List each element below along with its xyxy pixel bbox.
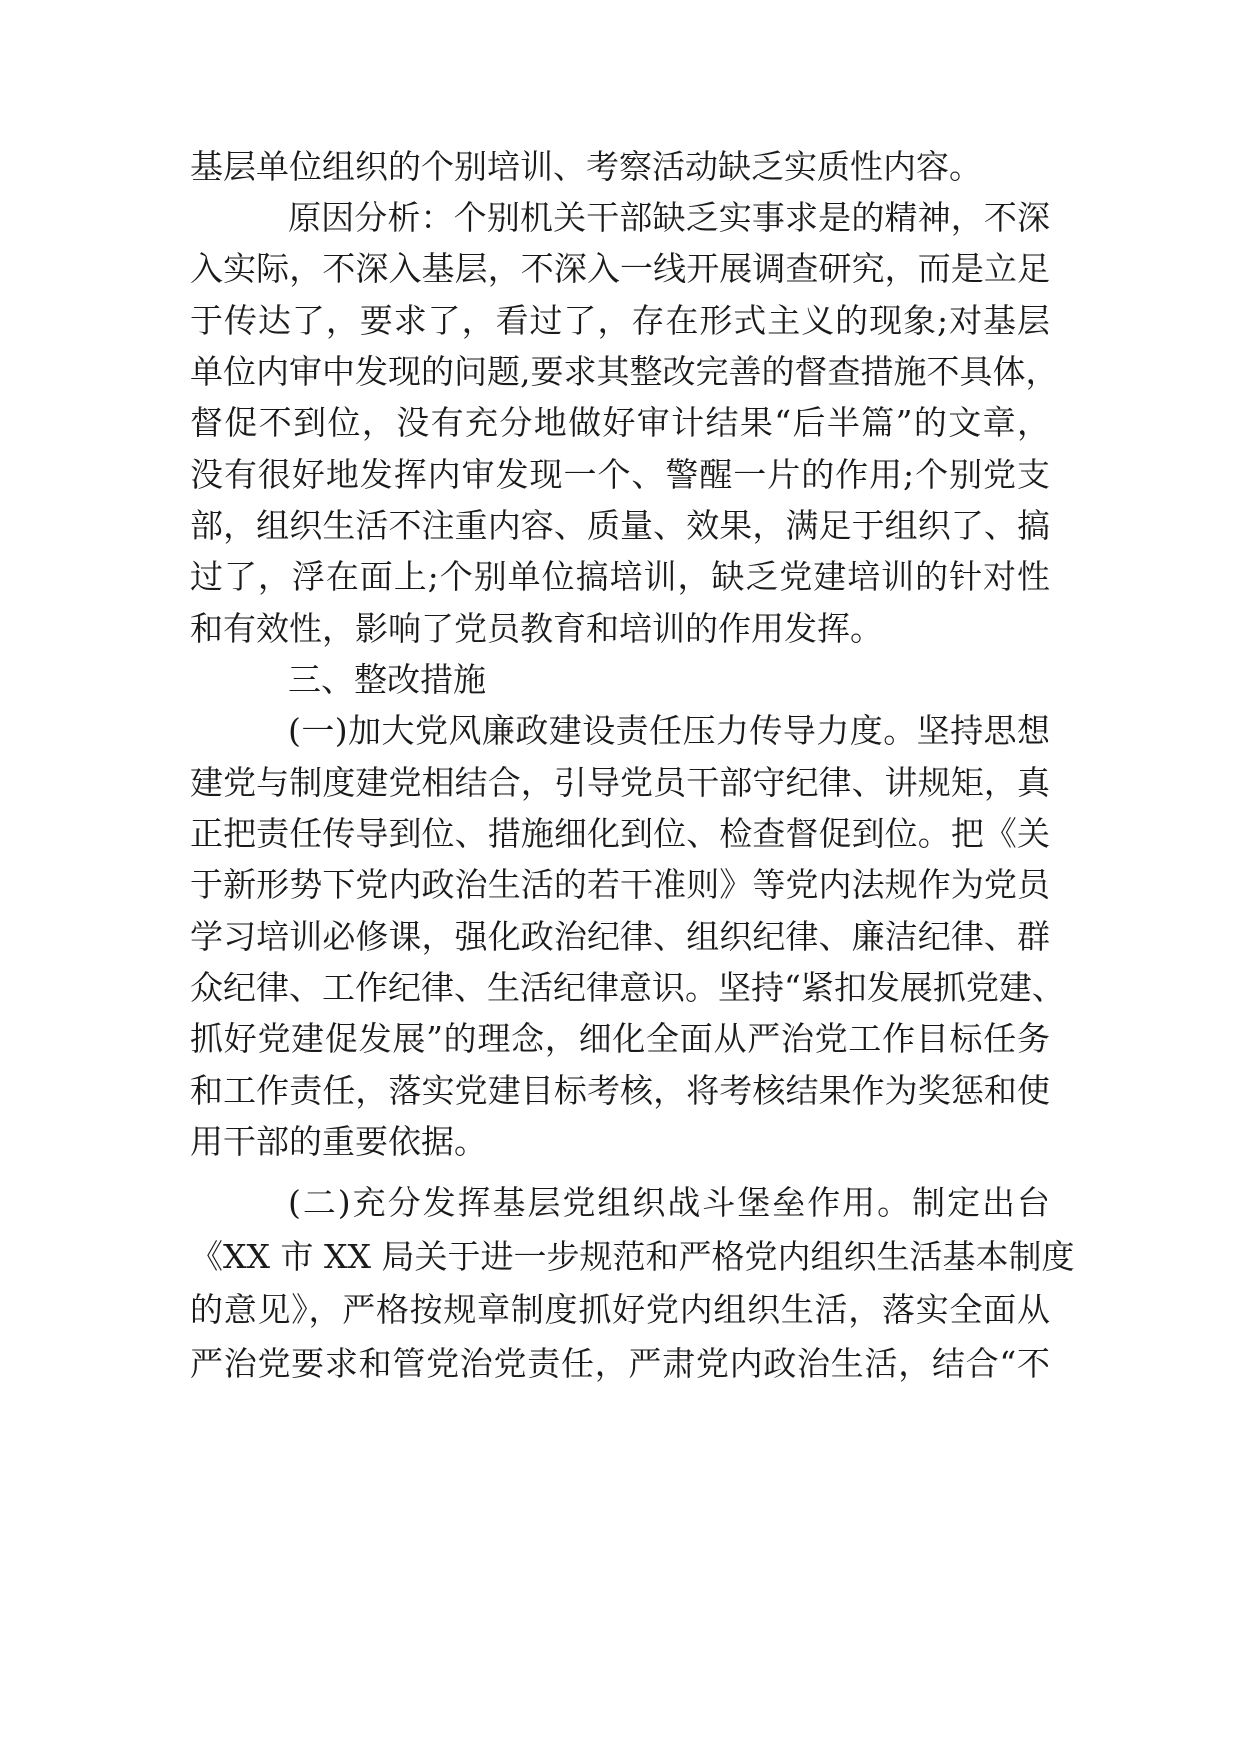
paragraph-line: 基层单位组织的个别培训、考察活动缺乏实质性内容。	[190, 147, 982, 186]
paragraph-line: 督促不到位，没有充分地做好审计结果“后半篇”的文章，	[190, 403, 1050, 442]
paragraph-line: 正把责任传导到位、措施细化到位、检查督促到位。把《关	[190, 814, 1050, 853]
section-heading: 三、整改措施	[288, 660, 486, 699]
paragraph-line: 抓好党建促发展”的理念，细化全面从严治党工作目标任务	[190, 1019, 1050, 1058]
paragraph-line: 用干部的重要依据。	[190, 1122, 487, 1161]
paragraph-line: 于传达了，要求了，看过了，存在形式主义的现象;对基层	[190, 301, 1050, 340]
paragraph-line: 严治党要求和管党治党责任，严肃党内政治生活，结合“不	[190, 1344, 1050, 1383]
paragraph-line: 于新形势下党内政治生活的若干准则》等党内法规作为党员	[190, 865, 1050, 904]
paragraph-line: 学习培训必修课，强化政治纪律、组织纪律、廉洁纪律、群	[190, 917, 1050, 956]
paragraph-line: 部，组织生活不注重内容、质量、效果，满足于组织了、搞	[190, 506, 1050, 545]
paragraph-line: 《XX 市 XX 局关于进一步规范和严格党内组织生活基本制度	[190, 1237, 1075, 1276]
paragraph-line: 单位内审中发现的问题,要求其整改完善的督查措施不具体，	[190, 352, 1059, 391]
paragraph-line: 过了，浮在面上;个别单位搞培训，缺乏党建培训的针对性	[190, 557, 1050, 596]
paragraph-line: 入实际，不深入基层，不深入一线开展调查研究，而是立足	[190, 249, 1050, 288]
paragraph-line: 建党与制度建党相结合，引导党员干部守纪律、讲规矩，真	[190, 763, 1050, 802]
paragraph-line: 众纪律、工作纪律、生活纪律意识。坚持“紧扣发展抓党建、	[190, 968, 1065, 1007]
paragraph-line: 和有效性，影响了党员教育和培训的作用发挥。	[190, 609, 883, 648]
paragraph-line: (一)加大党风廉政建设责任压力传导力度。坚持思想	[288, 711, 1050, 750]
paragraph-line: 原因分析：个别机关干部缺乏实事求是的精神，不深	[288, 198, 1050, 237]
paragraph-line: 的意见》，严格按规章制度抓好党内组织生活，落实全面从	[190, 1290, 1050, 1329]
paragraph-line: 没有很好地发挥内审发现一个、警醒一片的作用;个别党支	[190, 455, 1050, 494]
paragraph-line: 和工作责任，落实党建目标考核，将考核结果作为奖惩和使	[190, 1071, 1050, 1110]
paragraph-line: (二)充分发挥基层党组织战斗堡垒作用。制定出台	[288, 1183, 1050, 1222]
